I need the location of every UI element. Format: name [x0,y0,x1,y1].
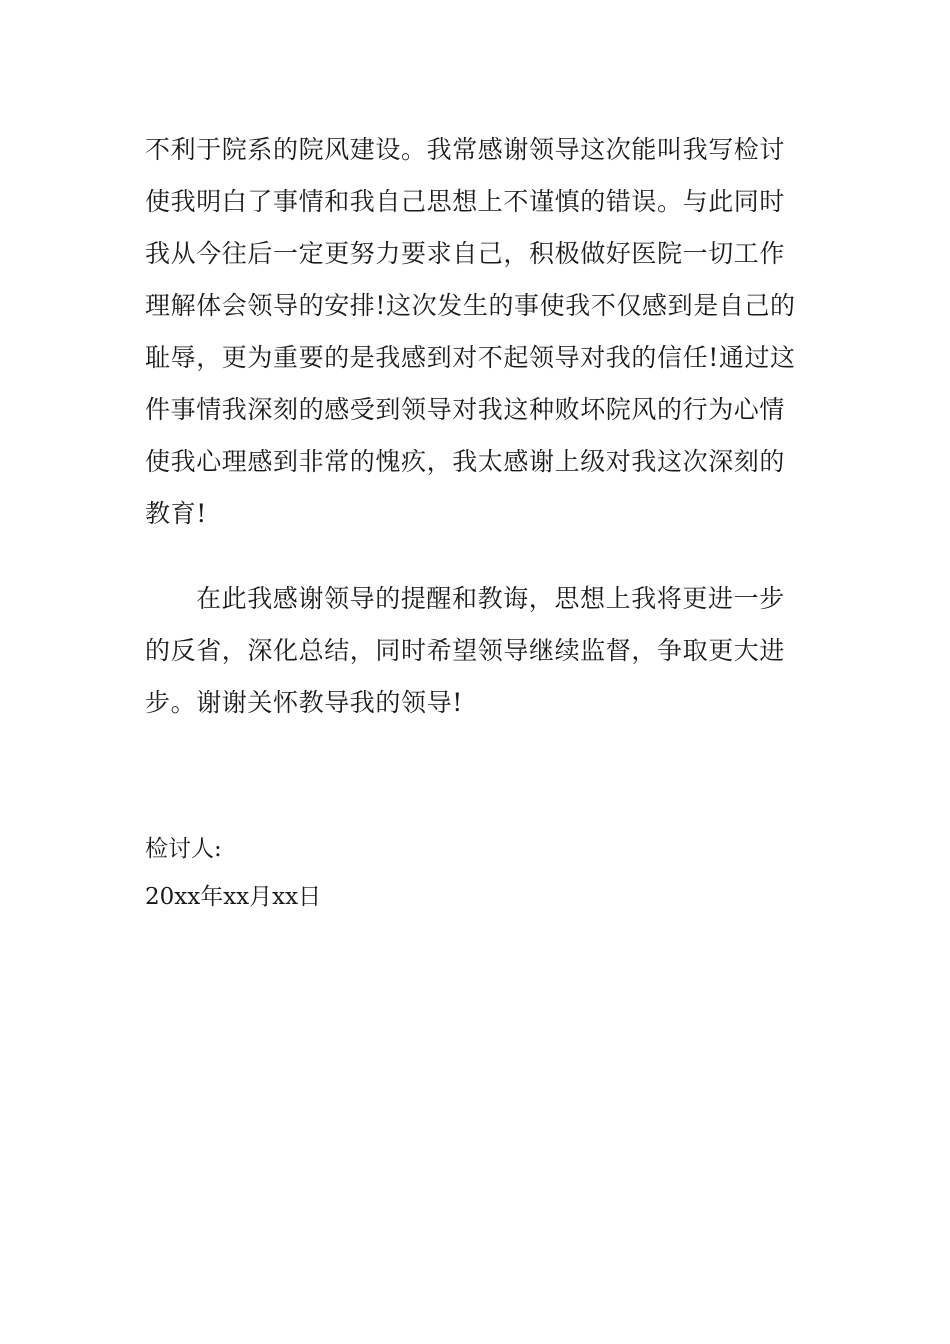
paragraph-line: 在此我感谢领导的提醒和教诲，思想上我将更进一步 [196,584,785,613]
paragraph-line: 件事情我深刻的感受到领导对我这种败坏院风的行为心情 [145,395,786,424]
paragraph-line: 耻辱，更为重要的是我感到对不起领导对我的信任!通过这 [145,343,796,372]
paragraph-line: 步。谢谢关怀教导我的领导! [145,688,463,717]
paragraph-line: 理解体会领导的安排!这次发生的事使我不仅感到是自己的 [145,291,796,320]
signature-label: 检讨人: [145,836,222,862]
paragraph-line: 教育! [145,499,207,528]
paragraph-line: 使我心理感到非常的愧疚，我太感谢上级对我这次深刻的 [145,447,786,476]
paragraph-line: 使我明白了事情和我自己思想上不谨慎的错误。与此同时 [145,187,786,216]
signature-date: 20xx年xx月xx日 [145,884,322,910]
paragraph-line: 我从今往后一定更努力要求自己，积极做好医院一切工作 [145,239,786,268]
paragraph-line: 不利于院系的院风建设。我常感谢领导这次能叫我写检讨 [145,135,786,164]
paragraph-line: 的反省，深化总结，同时希望领导继续监督，争取更大进 [145,636,786,665]
